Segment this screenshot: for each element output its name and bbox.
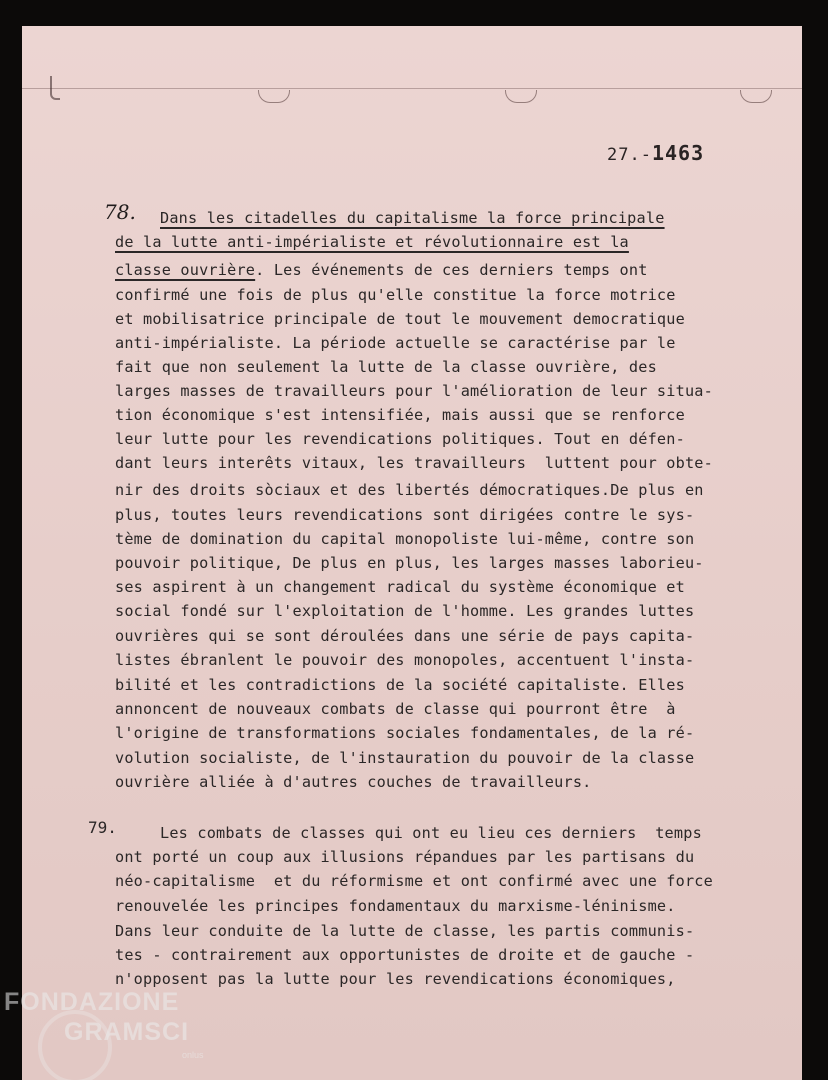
p78-line: Dans les citadelles du capitalisme la force principale — [160, 209, 665, 227]
p78-line: nir des droits sòciaux et des libertés démocratiques.De plus en — [115, 481, 704, 499]
p78-line: volution socialiste, de l'instauration du pouvoir de la classe — [115, 749, 695, 767]
p78-line: confirmé une fois de plus qu'elle constitue la force motrice — [115, 286, 676, 304]
p79-line: n'opposent pas la lutte pour les revendications économiques, — [115, 970, 676, 988]
paragraph-78-marker: 78. — [104, 200, 136, 224]
p78-line: dant leurs interêts vitaux, les travailleurs luttent pour obte- — [115, 454, 713, 472]
p79-line: renouvelée les principes fondamentaux du marxisme-léninisme. — [115, 897, 676, 915]
p78-line: l'origine de transformations sociales fondamentales, de la ré- — [115, 724, 695, 742]
p78-line: leur lutte pour les revendications politiques. Tout en défen- — [115, 430, 685, 448]
p78-line: bilité et les contradictions de la société capitaliste. Elles — [115, 676, 685, 694]
watermark-line-1: FONDAZIONE — [4, 988, 180, 1016]
watermark — [4, 988, 204, 1060]
watermark-line-3: onlus — [182, 1050, 204, 1060]
p78-line: larges masses de travailleurs pour l'amélioration de leur situa- — [115, 382, 713, 400]
p78-line: ouvrières qui se sont déroulées dans une série de pays capita- — [115, 627, 695, 645]
p78-line: tème de domination du capital monopoliste lui-même, contre son — [115, 530, 695, 548]
p78-line — [115, 260, 648, 280]
p78-line: et mobilisatrice principale de tout le mouvement democratique — [115, 310, 685, 328]
p78-line: fait que non seulement la lutte de la classe ouvrière, des — [115, 358, 657, 376]
p79-line: tes - contrairement aux opportunistes de droite et de gauche - — [115, 946, 695, 964]
binder-hook-icon — [50, 76, 60, 100]
p78-line: anti-impérialiste. La période actuelle se caractérise par le — [115, 334, 676, 352]
p79-line: ont porté un coup aux illusions répandues par les partisans du — [115, 848, 695, 866]
p78-line: ses aspirent à un changement radical du système économique et — [115, 578, 685, 596]
page-number: 27.-1463 — [607, 141, 705, 165]
p79-line: Les combats de classes qui ont eu lieu ces derniers temps — [160, 824, 702, 842]
paragraph-79-number: 79. — [88, 818, 117, 837]
line-rest: . Les événements de ces derniers temps ont — [255, 261, 648, 279]
p78-line: social fondé sur l'exploitation de l'homme. Les grandes luttes — [115, 602, 695, 620]
p78-line: de la lutte anti-impérialiste et révolutionnaire est la — [115, 233, 629, 251]
p78-line: pouvoir politique, De plus en plus, les larges masses laborieu- — [115, 554, 704, 572]
p78-line: tion économique s'est intensifiée, mais aussi que se renforce — [115, 406, 685, 424]
p78-line: plus, toutes leurs revendications sont dirigées contre le sys- — [115, 506, 695, 524]
p78-line: annoncent de nouveaux combats de classe qui pourront être à — [115, 700, 676, 718]
p78-line: listes ébranlent le pouvoir des monopoles, accentuent l'insta- — [115, 651, 695, 669]
folded-edge — [22, 88, 802, 103]
underlined-phrase: classe ouvrière — [115, 261, 256, 279]
watermark-line-2: GRAMSCI — [64, 1018, 190, 1046]
p79-line: Dans leur conduite de la lutte de classe, les partis communis- — [115, 922, 695, 940]
p79-line: néo-capitalisme et du réformisme et ont confirmé avec une force — [115, 872, 713, 890]
p78-line: ouvrière alliée à d'autres couches de travailleurs. — [115, 773, 592, 791]
